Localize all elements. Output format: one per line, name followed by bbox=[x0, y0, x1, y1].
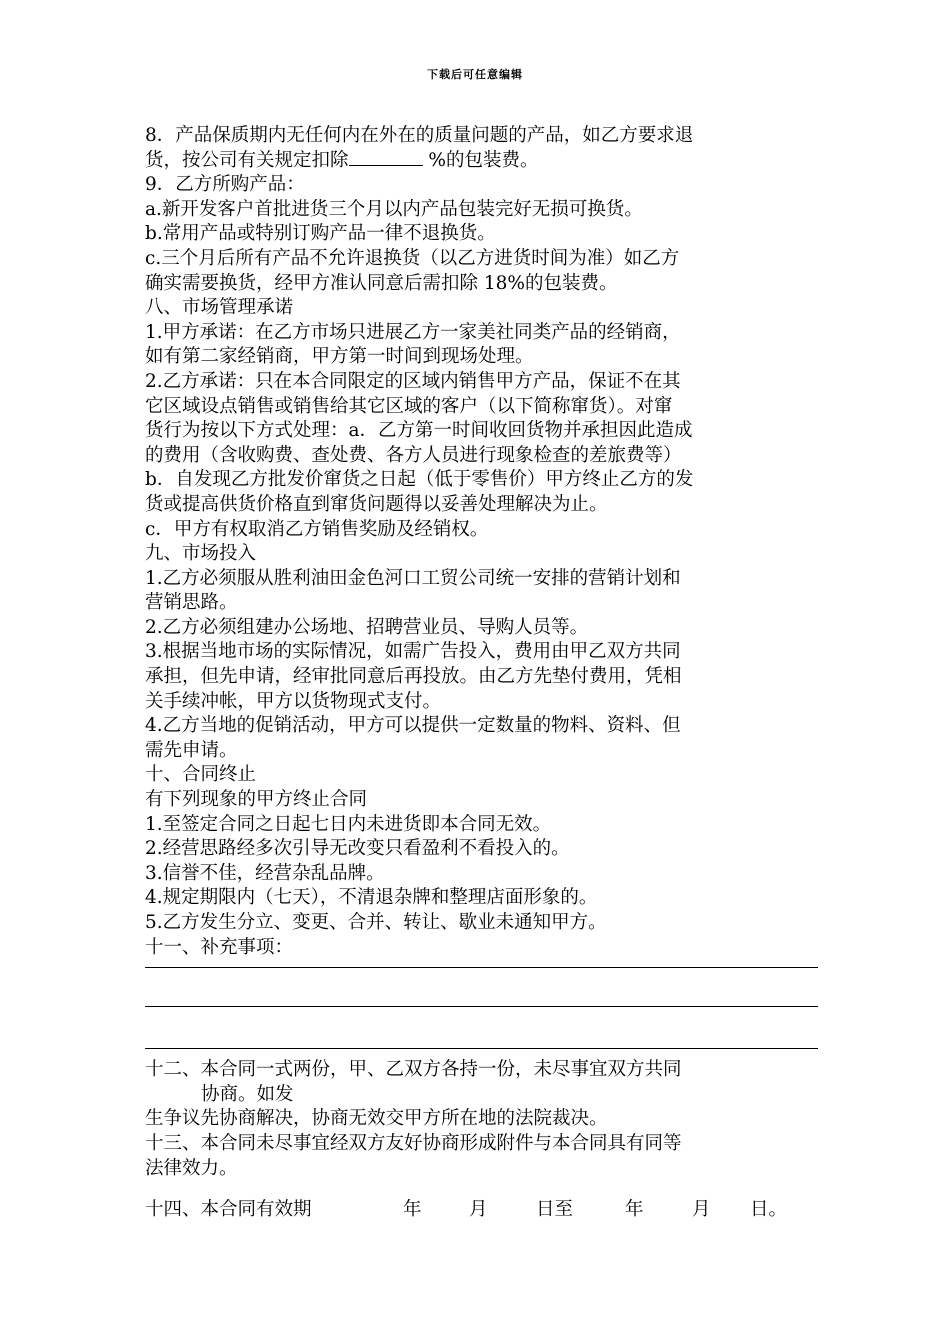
text-segment: 货，按公司有关规定扣除 bbox=[145, 149, 349, 171]
text-line: b．自发现乙方批发价窜货之日起（低于零售价）甲方终止乙方的发 bbox=[145, 469, 694, 491]
text-line: a.新开发客户首批进货三个月以内产品包装完好无损可换货。 bbox=[145, 198, 643, 220]
text-line: 2.乙方承诺：只在本合同限定的区域内销售甲方产品，保证不在其 bbox=[145, 370, 681, 392]
text-line: 1.至签定合同之日起七日内未进货即本合同无效。 bbox=[145, 813, 552, 835]
text-line: 承担，但先申请，经审批同意后再投放。由乙方先垫付费用，凭相 bbox=[145, 666, 682, 688]
text-line: 关手续冲帐，甲方以货物现式支付。 bbox=[145, 690, 442, 712]
text-line: 货或提高供货价格直到窜货问题得以妥善处理解决为止。 bbox=[145, 493, 608, 515]
text-line: 营销思路。 bbox=[145, 592, 238, 614]
supplement-blank-line-2[interactable] bbox=[145, 1006, 818, 1007]
day-start: 日至 bbox=[536, 1199, 574, 1220]
text-line: 货行为按以下方式处理：a．乙方第一时间收回货物并承担因此造成 bbox=[145, 420, 693, 442]
text-line: 5.乙方发生分立、变更、合并、转让、歇业未通知甲方。 bbox=[145, 912, 607, 933]
text-line: 它区域设点销售或销售给其它区域的客户（以下简称窜货）。对窜 bbox=[145, 395, 673, 417]
text-line: 确实需要换货，经甲方准认同意后需扣除 18%的包装费。 bbox=[145, 272, 618, 294]
text-line: 1.甲方承诺：在乙方市场只进展乙方一家美社同类产品的经销商， bbox=[145, 321, 681, 343]
month-start: 月 bbox=[469, 1199, 488, 1220]
text-line: 十一、补充事项： bbox=[145, 936, 294, 958]
text-line: 十三、本合同未尽事宜经双方友好协商形成附件与本合同具有同等 bbox=[145, 1132, 682, 1154]
text-line: 4.乙方当地的促销活动，甲方可以提供一定数量的物料、资料、但 bbox=[145, 715, 681, 737]
page-header: 下载后可任意编辑 bbox=[427, 68, 523, 81]
text-line: 2.乙方必须组建办公场地、招聘营业员、导购人员等。 bbox=[145, 616, 589, 638]
text-line: 九、市场投入 bbox=[145, 543, 257, 565]
text-line: 4.规定期限内（七天），不清退杂牌和整理店面形象的。 bbox=[145, 887, 598, 909]
blank-lines-area bbox=[145, 960, 825, 1058]
text-line: b.常用产品或特别订购产品一律不退换货。 bbox=[145, 223, 496, 245]
supplement-blank-line-3[interactable] bbox=[145, 1048, 818, 1049]
year-start: 年 bbox=[403, 1199, 422, 1220]
text-line: 法律效力。 bbox=[145, 1157, 238, 1179]
fill-in-blank[interactable] bbox=[349, 149, 423, 166]
text-line-with-blank bbox=[145, 149, 825, 174]
text-line: 八、市场管理承诺 bbox=[145, 297, 294, 319]
text-line: 2.经营思路经多次引导无改变只看盈利不看投入的。 bbox=[145, 838, 570, 860]
text-line: 十二、本合同一式两份，甲、乙双方各持一份，未尽事宜双方共同 bbox=[145, 1059, 682, 1081]
section-lines bbox=[145, 173, 825, 960]
text-line: 协商。如发 bbox=[201, 1083, 294, 1105]
contract-body bbox=[145, 124, 825, 1181]
text-line: c.三个月后所有产品不允许退换货（以乙方进货时间为准）如乙方 bbox=[145, 247, 680, 269]
text-line: 如有第二家经销商，甲方第一时间到现场处理。 bbox=[145, 346, 534, 368]
text-line: 9．乙方所购产品： bbox=[145, 174, 305, 196]
text-segment: %的包装费。 bbox=[422, 149, 539, 171]
month-end: 月 bbox=[692, 1199, 711, 1220]
text-line: 8．产品保质期内无任何内在外在的质量问题的产品，如乙方要求退 bbox=[145, 125, 694, 146]
text-line: 生争议先协商解决，协商无效交甲方所在地的法院裁决。 bbox=[145, 1108, 608, 1130]
text-line: 3.信誉不佳，经营杂乱品牌。 bbox=[145, 862, 385, 884]
closing-lines bbox=[145, 1058, 825, 1181]
text-line: 需先申请。 bbox=[145, 739, 238, 761]
supplement-blank-line-1[interactable] bbox=[145, 967, 818, 968]
text-line: 3.根据当地市场的实际情况，如需广告投入，费用由甲乙双方共同 bbox=[145, 641, 681, 663]
text-line: 十、合同终止 bbox=[145, 764, 257, 786]
text-line: 1.乙方必须服从胜利油田金色河口工贸公司统一安排的营销计划和 bbox=[145, 567, 681, 589]
validity-label: 十四、本合同有效期 bbox=[145, 1199, 312, 1220]
text-line: 有下列现象的甲方终止合同 bbox=[145, 789, 368, 811]
text-line: c．甲方有权取消乙方销售奖励及经销权。 bbox=[145, 518, 489, 540]
text-line: 的费用（含收购费、查处费、各方人员进行现象检查的差旅费等） bbox=[145, 444, 682, 466]
day-end: 日。 bbox=[750, 1199, 788, 1220]
year-end: 年 bbox=[625, 1199, 644, 1220]
